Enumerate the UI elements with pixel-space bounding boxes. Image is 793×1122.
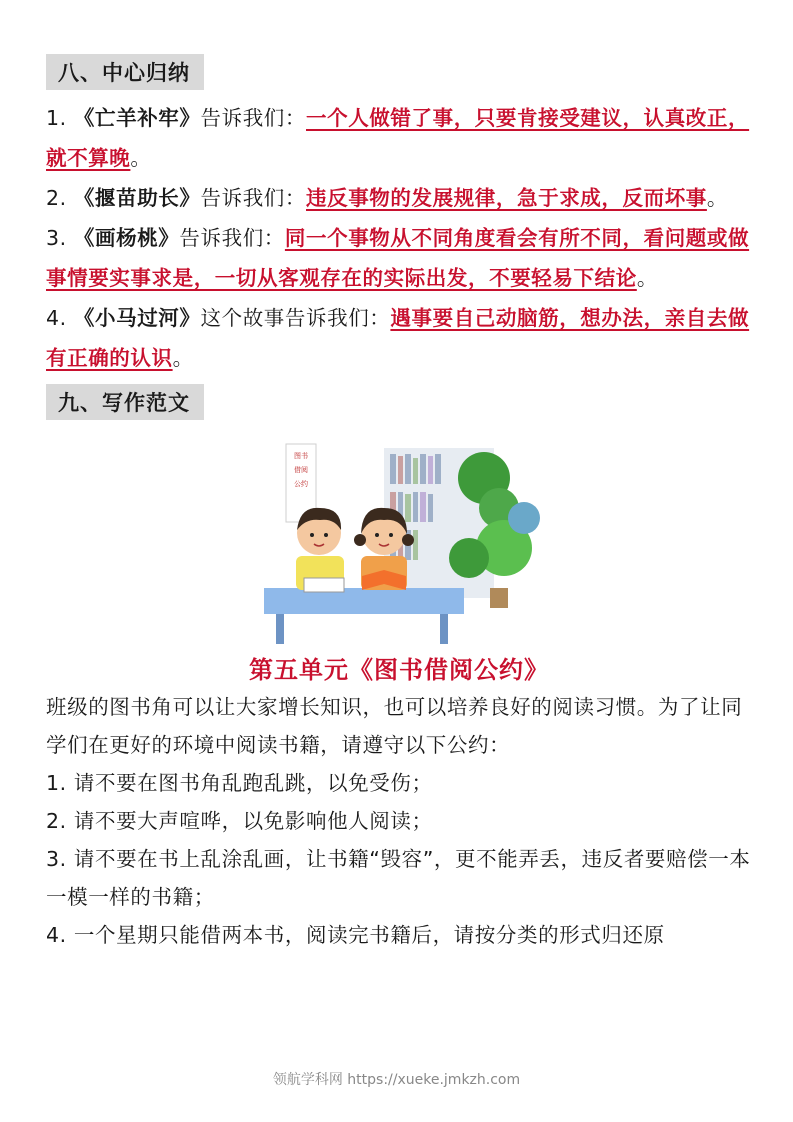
essay-rule-1: 1. 请不要在图书角乱跑乱跳，以免受伤； <box>46 771 433 795</box>
poster-text-2: 借阅 <box>294 466 308 474</box>
page-footer-watermark: 领航学科网 https://xueke.jmkzh.com <box>272 1072 521 1088</box>
item-lead: 这个故事告诉我们： <box>200 306 391 330</box>
essay-paragraph-intro: 班级的图书角可以让大家增长知识，也可以培养良好的阅读习惯。为了让同学们在更好的环境中阅读书籍，请遵守以下公约： <box>46 695 743 757</box>
essay-rule-4: 4. 一个星期只能借两本书，阅读完书籍后，请按分类的形式归还原 <box>46 923 665 947</box>
essay-rule-2: 2. 请不要大声喧哗，以免影响他人阅读； <box>46 809 433 833</box>
essay-title: 第五单元《图书借阅公约》 <box>249 656 549 684</box>
summary-item-2 <box>46 178 752 218</box>
item-number: 3. <box>46 226 67 250</box>
item-lead: 告诉我们： <box>200 106 306 130</box>
item-answer: 一个人做错了事，只要肯接受建议，认真改正，就不算晚 <box>46 106 750 170</box>
essay-rule-3: 3. 请不要在书上乱涂乱画，让书籍“毁容”，更不能弄丢，违反者要赔偿一本一模一样的书籍； <box>46 847 751 909</box>
summary-item-3 <box>46 218 752 298</box>
item-answer: 同一个事物从不同角度看会有所不同，看问题或做事情要实事求是，一切从客观存在的实际出发，不要轻易下结论 <box>46 226 750 290</box>
item-end: 。 <box>636 266 658 290</box>
item-answer: 遇事要自己动脑筋，想办法，亲自去做有正确的认识 <box>46 306 750 370</box>
item-end: 。 <box>706 186 729 210</box>
item-number: 2. <box>46 186 67 210</box>
item-number: 4. <box>46 306 67 330</box>
poster-text-3: 公约 <box>294 480 308 488</box>
item-lead: 告诉我们： <box>200 186 306 210</box>
reading-corner-illustration <box>254 438 544 648</box>
book-title: 《揠苗助长》 <box>73 186 201 210</box>
book-title: 《画杨桃》 <box>73 226 180 250</box>
item-end: 。 <box>172 346 194 370</box>
book-title: 《小马过河》 <box>73 306 201 330</box>
book-title: 《亡羊补牢》 <box>73 106 201 130</box>
item-end: 。 <box>130 146 152 170</box>
document-page <box>46 54 752 954</box>
poster-text-1: 图书 <box>294 452 308 460</box>
summary-item-4 <box>46 298 752 378</box>
item-lead: 告诉我们： <box>179 226 285 250</box>
section-heading-summary: 八、中心归纳 <box>46 54 204 90</box>
item-number: 1. <box>46 106 67 130</box>
item-answer: 违反事物的发展规律，急于求成，反而坏事 <box>306 186 707 210</box>
section-heading-writing-sample: 九、写作范文 <box>46 384 204 420</box>
summary-item-1 <box>46 98 752 178</box>
